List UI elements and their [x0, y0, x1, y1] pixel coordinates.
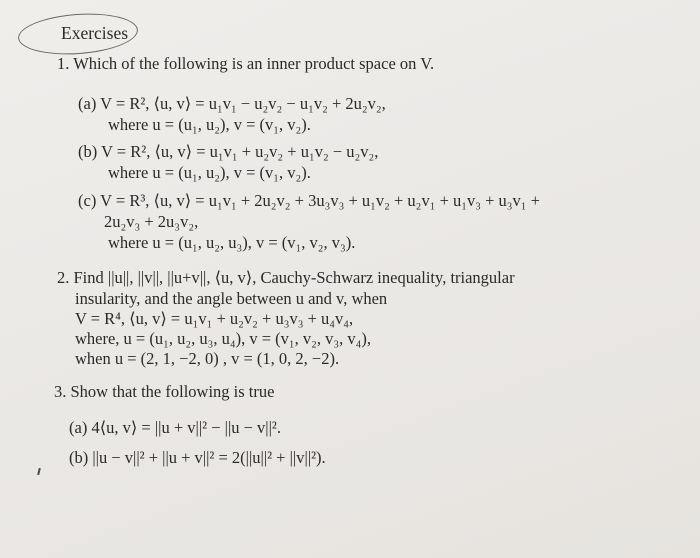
q2-line2: insularity, and the angle between u and v, when	[75, 289, 388, 308]
q1-b-line2: where u = (u₁, u₂), v = (v₁, v₂).	[108, 163, 311, 182]
q2-line5: when u = (2, 1, −2, 0) , v = (1, 0, 2, −2).	[75, 349, 340, 368]
q1-b-line1: (b) V = R², ⟨u, v⟩ = u₁v₁ + u₂v₂ + u₁v₂ − u₂v₂,	[78, 142, 379, 161]
q2-line3: V = R⁴, ⟨u, v⟩ = u₁v₁ + u₂v₂ + u₃v₃ + u₄v₄,	[75, 309, 354, 328]
q1-stem: 1. Which of the following is an inner product space on V.	[57, 54, 435, 73]
q1-c-line3: where u = (u₁, u₂, u₃), v = (v₁, v₂, v₃).	[108, 233, 356, 252]
q1-a-line2: where u = (u₁, u₂), v = (v₁, v₂).	[108, 115, 311, 134]
q2-line1: 2. Find ||u||, ||v||, ||u+v||, ⟨u, v⟩, Cauchy-Schwarz inequality, triangular	[57, 268, 515, 287]
q1-c-line2: 2u₂v₃ + 2u₃v₂,	[104, 212, 199, 231]
pen-mark	[37, 468, 41, 475]
q2-line4: where, u = (u₁, u₂, u₃, u₄), v = (v₁, v₂, v₃, v₄),	[75, 329, 372, 348]
q3-a: (a) 4⟨u, v⟩ = ||u + v||² − ||u − v||².	[69, 418, 281, 437]
q3-stem: 3. Show that the following is true	[54, 382, 275, 401]
q3-b: (b) ||u − v||² + ||u + v||² = 2(||u||² + ||v||²).	[69, 448, 326, 467]
exercises-title: Exercises	[61, 23, 129, 43]
q1-c-line1: (c) V = R³, ⟨u, v⟩ = u₁v₁ + 2u₂v₂ + 3u₃v₃ + u₁v₂ + u₂v₁ + u₁v₃ + u₃v₁ +	[78, 191, 540, 210]
q1-a-line1: (a) V = R², ⟨u, v⟩ = u₁v₁ − u₂v₂ − u₁v₂ + 2u₂v₂,	[78, 94, 386, 113]
